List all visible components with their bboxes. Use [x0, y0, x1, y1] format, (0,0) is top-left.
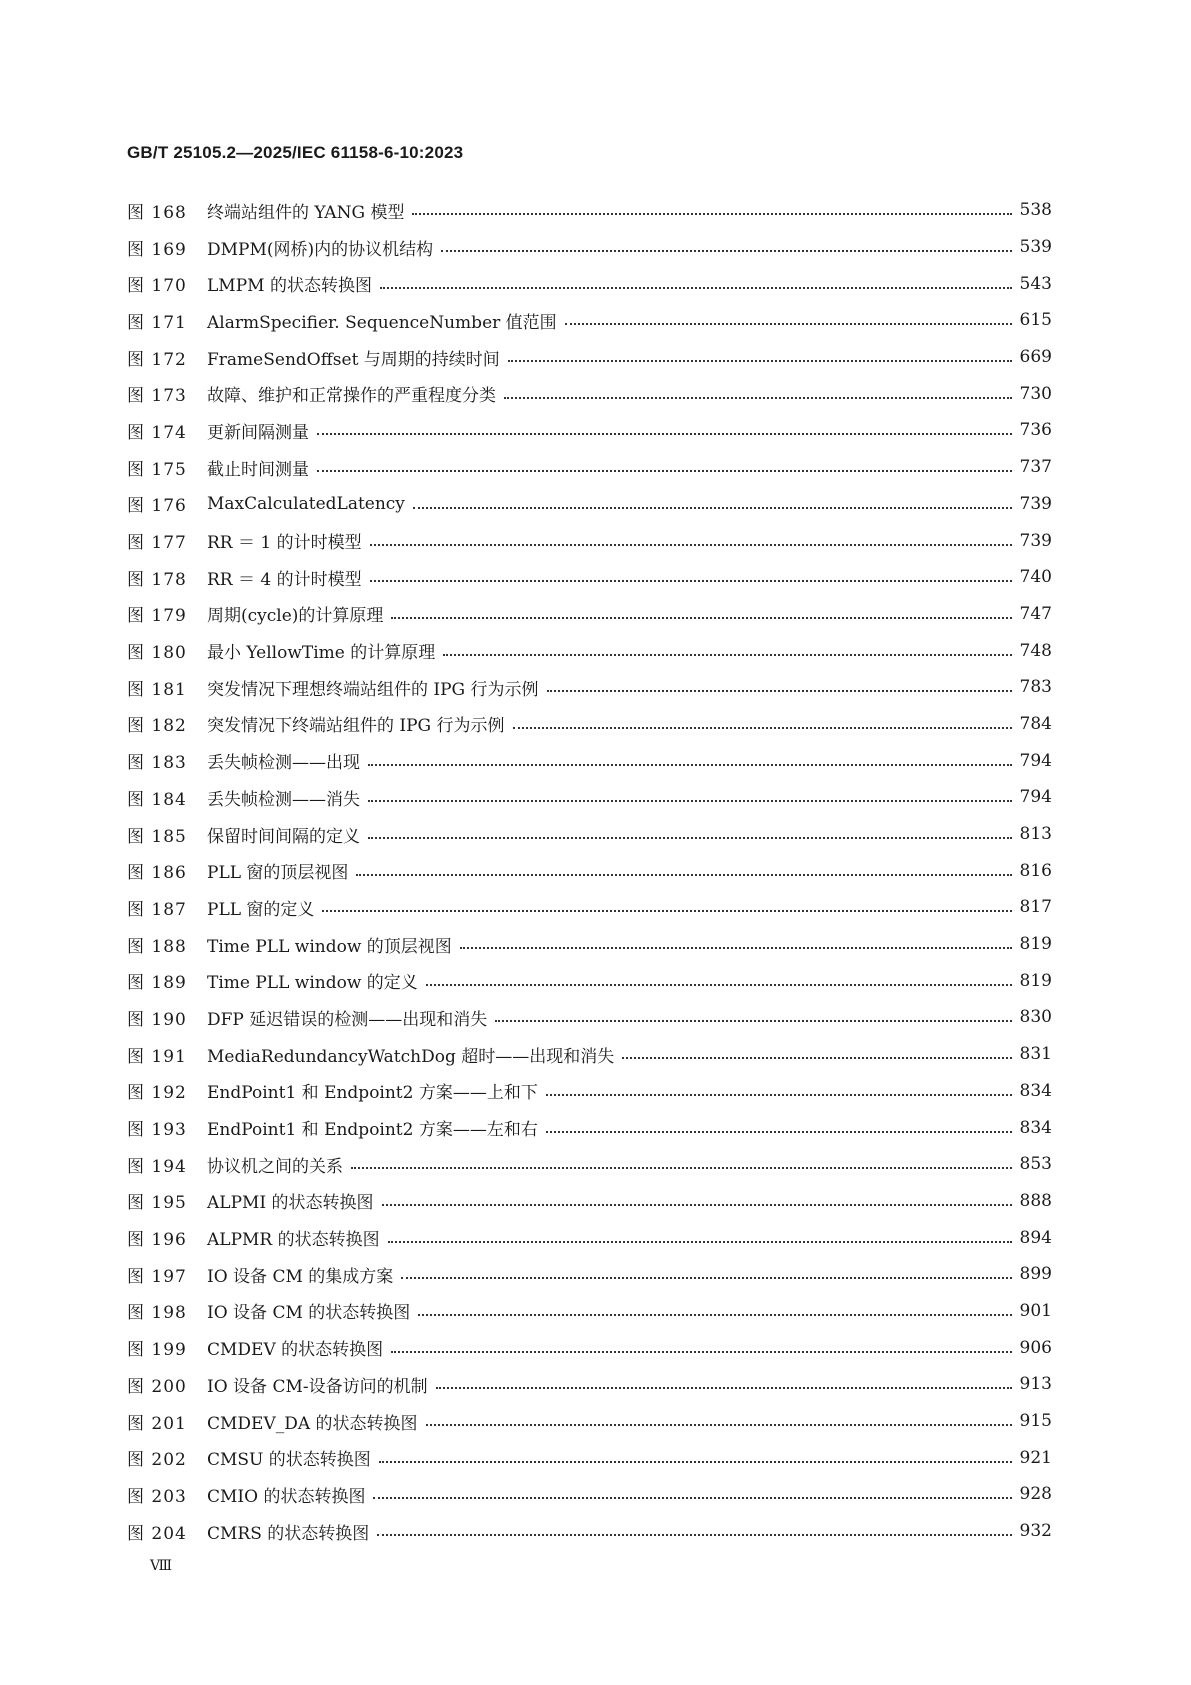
toc-entry[interactable]	[127, 1073, 1052, 1110]
dot-leader	[356, 874, 1012, 876]
dot-leader	[368, 837, 1012, 839]
page-ref: 831	[1019, 1044, 1052, 1065]
figure-list	[127, 192, 1052, 1549]
toc-entry[interactable]	[127, 1256, 1052, 1293]
figure-number: 图 182	[127, 716, 187, 737]
page-ref: 819	[1019, 970, 1052, 991]
page-ref: 748	[1019, 640, 1052, 661]
figure-number: 图 185	[127, 826, 187, 847]
figure-title: CMDEV 的状态转换图	[207, 1340, 384, 1361]
figure-title: CMSU 的状态转换图	[207, 1450, 371, 1471]
figure-title: PLL 窗的顶层视图	[207, 863, 349, 884]
page-ref: 740	[1019, 567, 1052, 588]
figure-number: 图 197	[127, 1266, 187, 1287]
dot-leader	[513, 727, 1012, 729]
figure-title: EndPoint1 和 Endpoint2 方案——左和右	[207, 1120, 538, 1141]
figure-number: 图 188	[127, 936, 187, 957]
dot-leader	[317, 470, 1012, 472]
figure-number: 图 178	[127, 569, 187, 590]
dot-leader	[547, 690, 1012, 692]
figure-number: 图 194	[127, 1156, 187, 1177]
page-ref: 906	[1019, 1337, 1052, 1358]
page-ref: 669	[1019, 347, 1052, 368]
page-ref: 834	[1019, 1117, 1052, 1138]
toc-entry[interactable]	[127, 449, 1052, 486]
toc-entry[interactable]	[127, 522, 1052, 559]
page-ref: 730	[1019, 383, 1052, 404]
page-ref: 813	[1019, 824, 1052, 845]
toc-entry[interactable]	[127, 412, 1052, 449]
dot-leader	[379, 1461, 1012, 1463]
toc-entry[interactable]	[127, 375, 1052, 412]
page-ref: 816	[1019, 860, 1052, 881]
figure-title: MediaRedundancyWatchDog 超时——出现和消失	[207, 1046, 615, 1067]
dot-leader	[565, 323, 1012, 325]
figure-title: Time PLL window 的顶层视图	[207, 936, 452, 957]
page-ref: 539	[1019, 237, 1052, 258]
figure-number: 图 183	[127, 753, 187, 774]
figure-title: CMRS 的状态转换图	[207, 1523, 370, 1544]
dot-leader	[426, 1424, 1012, 1426]
toc-entry[interactable]	[127, 559, 1052, 596]
toc-entry[interactable]	[127, 1036, 1052, 1073]
figure-title: FrameSendOffset 与周期的持续时间	[207, 349, 500, 370]
page-ref: 901	[1019, 1300, 1052, 1321]
page-ref: 747	[1019, 603, 1052, 624]
figure-title: 突发情况下终端站组件的 IPG 行为示例	[207, 716, 505, 737]
figure-number: 图 180	[127, 643, 187, 664]
dot-leader	[370, 580, 1012, 582]
toc-entry[interactable]	[127, 229, 1052, 266]
page-ref: 853	[1019, 1154, 1052, 1175]
page-ref: 817	[1019, 897, 1052, 918]
toc-entry[interactable]	[127, 1439, 1052, 1476]
figure-number: 图 177	[127, 533, 187, 554]
toc-entry[interactable]	[127, 632, 1052, 669]
toc-entry[interactable]	[127, 889, 1052, 926]
page-number: Ⅷ	[150, 1558, 172, 1574]
figure-title: CMDEV_DA 的状态转换图	[207, 1413, 418, 1434]
figure-title: DMPM(网桥)内的协议机结构	[207, 239, 434, 260]
page-ref: 928	[1019, 1484, 1052, 1505]
toc-entry[interactable]	[127, 1329, 1052, 1366]
figure-title: RR ＝ 1 的计时模型	[207, 533, 362, 554]
page-ref: 921	[1019, 1447, 1052, 1468]
figure-number: 图 191	[127, 1046, 187, 1067]
figure-number: 图 189	[127, 973, 187, 994]
toc-entry[interactable]	[127, 779, 1052, 816]
figure-number: 图 174	[127, 422, 187, 443]
page-ref: 736	[1019, 420, 1052, 441]
page-ref: 737	[1019, 457, 1052, 478]
toc-entry[interactable]	[127, 706, 1052, 743]
figure-number: 图 175	[127, 459, 187, 480]
figure-number: 图 168	[127, 202, 187, 223]
figure-title: ALPMI 的状态转换图	[207, 1193, 374, 1214]
figure-number: 图 193	[127, 1120, 187, 1141]
dot-leader	[368, 800, 1012, 802]
page-ref: 783	[1019, 677, 1052, 698]
figure-title: Time PLL window 的定义	[207, 973, 418, 994]
page-ref: 615	[1019, 310, 1052, 331]
figure-title: IO 设备 CM-设备访问的机制	[207, 1376, 428, 1397]
figure-number: 图 201	[127, 1413, 187, 1434]
figure-title: 故障、维护和正常操作的严重程度分类	[207, 386, 496, 407]
figure-title: 更新间隔测量	[207, 422, 309, 443]
figure-number: 图 184	[127, 789, 187, 810]
figure-number: 图 172	[127, 349, 187, 370]
dot-leader	[377, 1534, 1012, 1536]
page-ref: 899	[1019, 1264, 1052, 1285]
dot-leader	[380, 287, 1012, 289]
document-header: GB/T 25105.2—2025/IEC 61158-6-10:2023	[127, 143, 464, 162]
toc-entry[interactable]	[127, 669, 1052, 706]
toc-entry[interactable]	[127, 1403, 1052, 1440]
page-ref: 888	[1019, 1190, 1052, 1211]
page-ref: 913	[1019, 1374, 1052, 1395]
page-ref: 794	[1019, 787, 1052, 808]
toc-entry[interactable]	[127, 1146, 1052, 1183]
page-ref: 894	[1019, 1227, 1052, 1248]
figure-number: 图 196	[127, 1230, 187, 1251]
toc-entry[interactable]	[127, 302, 1052, 339]
toc-entry[interactable]	[127, 742, 1052, 779]
figure-number: 图 176	[127, 496, 187, 517]
page-ref: 794	[1019, 750, 1052, 771]
dot-leader	[418, 1314, 1012, 1316]
figure-number: 图 186	[127, 863, 187, 884]
figure-number: 图 200	[127, 1376, 187, 1397]
page-ref: 932	[1019, 1521, 1052, 1542]
figure-title: IO 设备 CM 的集成方案	[207, 1266, 394, 1287]
toc-entry[interactable]	[127, 1109, 1052, 1146]
dot-leader	[370, 544, 1012, 546]
dot-leader	[460, 947, 1012, 949]
figure-number: 图 190	[127, 1009, 187, 1030]
dot-leader	[401, 1277, 1012, 1279]
figure-number: 图 202	[127, 1450, 187, 1471]
figure-title: 丢失帧检测——消失	[207, 789, 360, 810]
page-ref: 819	[1019, 934, 1052, 955]
figure-title: EndPoint1 和 Endpoint2 方案——上和下	[207, 1083, 538, 1104]
figure-number: 图 192	[127, 1083, 187, 1104]
toc-entry[interactable]	[127, 339, 1052, 376]
page-ref: 834	[1019, 1080, 1052, 1101]
page-ref: 739	[1019, 493, 1052, 514]
figure-title: ALPMR 的状态转换图	[207, 1230, 380, 1251]
figure-number: 图 169	[127, 239, 187, 260]
figure-title: 突发情况下理想终端站组件的 IPG 行为示例	[207, 679, 539, 700]
dot-leader	[412, 213, 1012, 215]
figure-title: AlarmSpecifier. SequenceNumber 值范围	[207, 312, 557, 333]
toc-entry[interactable]	[127, 1293, 1052, 1330]
figure-title: 最小 YellowTime 的计算原理	[207, 643, 436, 664]
dot-leader	[436, 1387, 1012, 1389]
dot-leader	[368, 764, 1012, 766]
toc-entry[interactable]	[127, 1219, 1052, 1256]
toc-entry[interactable]	[127, 192, 1052, 229]
figure-title: CMIO 的状态转换图	[207, 1486, 366, 1507]
dot-leader	[504, 397, 1012, 399]
toc-entry[interactable]	[127, 962, 1052, 999]
dot-leader	[317, 433, 1012, 435]
figure-title: 丢失帧检测——出现	[207, 753, 360, 774]
figure-number: 图 173	[127, 386, 187, 407]
dot-leader	[351, 1167, 1012, 1169]
figure-title: 终端站组件的 YANG 模型	[207, 202, 405, 223]
figure-title: 周期(cycle)的计算原理	[207, 606, 384, 627]
dot-leader	[441, 250, 1012, 252]
dot-leader	[495, 1020, 1012, 1022]
toc-entry[interactable]	[127, 1183, 1052, 1220]
figure-number: 图 204	[127, 1523, 187, 1544]
figure-title: MaxCalculatedLatency	[207, 493, 405, 514]
figure-title: 截止时间测量	[207, 459, 309, 480]
dot-leader	[426, 984, 1012, 986]
toc-entry[interactable]	[127, 1366, 1052, 1403]
figure-number: 图 170	[127, 276, 187, 297]
figure-title: IO 设备 CM 的状态转换图	[207, 1303, 411, 1324]
dot-leader	[382, 1204, 1012, 1206]
figure-number: 图 181	[127, 679, 187, 700]
dot-leader	[546, 1094, 1012, 1096]
dot-leader	[508, 360, 1012, 362]
toc-entry[interactable]	[127, 926, 1052, 963]
dot-leader	[622, 1057, 1012, 1059]
figure-number: 图 187	[127, 899, 187, 920]
toc-entry[interactable]	[127, 596, 1052, 633]
figure-title: LMPM 的状态转换图	[207, 276, 372, 297]
toc-entry[interactable]	[127, 265, 1052, 302]
figure-title: 保留时间间隔的定义	[207, 826, 360, 847]
toc-entry[interactable]	[127, 999, 1052, 1036]
figure-number: 图 195	[127, 1193, 187, 1214]
toc-entry[interactable]	[127, 1513, 1052, 1550]
dot-leader	[443, 654, 1012, 656]
figure-title: RR ＝ 4 的计时模型	[207, 569, 362, 590]
dot-leader	[413, 507, 1012, 509]
page-ref: 915	[1019, 1411, 1052, 1432]
dot-leader	[546, 1131, 1012, 1133]
dot-leader	[322, 910, 1012, 912]
dot-leader	[391, 1351, 1012, 1353]
page-ref: 543	[1019, 273, 1052, 294]
toc-entry[interactable]	[127, 486, 1052, 523]
toc-entry[interactable]	[127, 1476, 1052, 1513]
dot-leader	[388, 1241, 1012, 1243]
figure-title: PLL 窗的定义	[207, 899, 315, 920]
figure-number: 图 199	[127, 1340, 187, 1361]
page-ref: 830	[1019, 1007, 1052, 1028]
figure-number: 图 179	[127, 606, 187, 627]
figure-number: 图 171	[127, 312, 187, 333]
page-ref: 739	[1019, 530, 1052, 551]
page-ref: 538	[1019, 200, 1052, 221]
dot-leader	[373, 1497, 1012, 1499]
toc-entry[interactable]	[127, 852, 1052, 889]
figure-title: DFP 延迟错误的检测——出现和消失	[207, 1009, 488, 1030]
dot-leader	[391, 617, 1012, 619]
page-ref: 784	[1019, 713, 1052, 734]
figure-number: 图 198	[127, 1303, 187, 1324]
figure-number: 图 203	[127, 1486, 187, 1507]
figure-title: 协议机之间的关系	[207, 1156, 343, 1177]
toc-entry[interactable]	[127, 816, 1052, 853]
